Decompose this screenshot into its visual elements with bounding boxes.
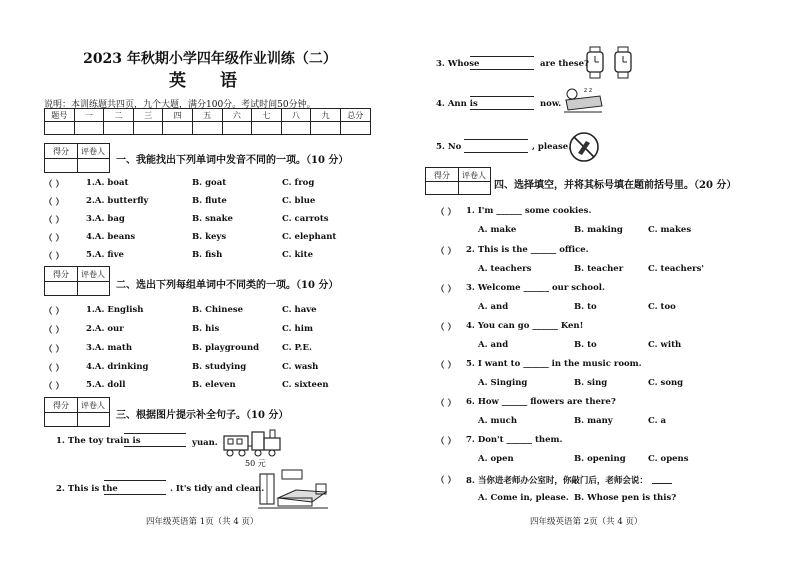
score-entry-cell[interactable] (133, 122, 163, 135)
score-entry-cell[interactable] (74, 122, 104, 135)
score-table-header-row (45, 109, 371, 122)
answer-blank[interactable] (470, 109, 534, 110)
question-text: 3. Whose (436, 59, 480, 69)
option-b: B. his (192, 324, 220, 334)
section1-heading: 一、我能找出下列单词中发音不同的一项。（10 分） (116, 155, 349, 166)
grader-label: 评卷人 (462, 171, 486, 180)
question-text: 4. Ann is (436, 99, 478, 109)
question-text: are these? (540, 59, 590, 69)
question-text: 5. No (436, 142, 462, 152)
score-entry-cell[interactable] (252, 122, 282, 135)
answer-paren[interactable]: （ ） (436, 208, 456, 218)
answer-blank[interactable] (464, 152, 528, 153)
option-c: C. carrots (282, 214, 329, 224)
score-table-header: 七 (252, 109, 282, 122)
score-box-section3 (44, 397, 110, 427)
answer-paren[interactable]: （ ） (44, 364, 64, 374)
option-b: B. teacher (574, 264, 624, 274)
option-c: C. a (648, 416, 667, 426)
question-text: 4. You can go ______ Ken! (466, 321, 584, 331)
option-c: C. P.E. (282, 343, 312, 353)
question-text: 8. 当你进老师办公室时，你敲门后，老师会说： (466, 476, 648, 486)
option-b: B. studying (192, 362, 247, 372)
score-entry-cell[interactable] (163, 122, 193, 135)
score-table-entry-row (45, 122, 371, 135)
option-b: B. eleven (192, 380, 236, 390)
score-table-header: 题号 (45, 109, 75, 122)
question-text: 1. The toy train is (56, 436, 141, 446)
svg-text:z z: z z (584, 87, 593, 94)
score-table-header: 五 (192, 109, 222, 122)
answer-paren[interactable]: （ ） (436, 285, 456, 295)
option-b: B. keys (192, 232, 227, 242)
answer-paren[interactable]: （ ） (44, 198, 64, 208)
question-text: yuan. (192, 438, 218, 448)
score-label: 得分 (53, 270, 69, 279)
option-b: B. fish (192, 250, 223, 260)
score-table-header: 三 (133, 109, 163, 122)
option-b: B. Chinese (192, 305, 244, 315)
answer-paren[interactable]: （ ） (436, 399, 456, 409)
score-table-header: 总分 (340, 109, 370, 122)
option-c: C. too (648, 302, 676, 312)
option-a: 2.A. butterfly (86, 196, 149, 206)
question-text: . It's tidy and clean. (170, 484, 265, 494)
instructions-note: 说明：本训练题共四页，九个大题，满分100分。考试时间50分钟。 (44, 100, 316, 110)
score-table-header: 四 (163, 109, 193, 122)
answer-blank[interactable] (124, 446, 186, 447)
option-a: 4.A. beans (86, 232, 136, 242)
watches-icon (584, 46, 636, 80)
option-c: C. kite (282, 250, 313, 260)
subject-title: 英 语 (169, 71, 251, 91)
option-a: A. make (478, 225, 517, 235)
answer-paren[interactable]: （ ） (44, 345, 64, 355)
score-box-section4 (425, 167, 491, 195)
no-eating-sign-icon (568, 131, 600, 163)
option-b: B. opening (574, 454, 626, 464)
grader-label: 评卷人 (81, 401, 105, 410)
score-entry-cell[interactable] (281, 122, 311, 135)
score-table-header: 九 (311, 109, 341, 122)
answer-blank[interactable] (652, 483, 672, 484)
option-a: 4.A. drinking (86, 362, 149, 372)
bedroom-icon (256, 468, 330, 512)
question-text: 7. Don't ______ them. (466, 435, 563, 445)
option-b: B. sing (574, 378, 608, 388)
score-table-header: 一 (74, 109, 104, 122)
answer-paren[interactable]: （ ） (44, 326, 64, 336)
answer-blank[interactable] (464, 139, 528, 140)
option-b: B. flute (192, 196, 227, 206)
option-c: C. frog (282, 178, 315, 188)
page-footer: 四年级英语第 1页（共 4 页） (146, 517, 259, 527)
option-b: B. goat (192, 178, 227, 188)
option-c: C. makes (648, 225, 692, 235)
score-table (44, 108, 371, 135)
answer-paren[interactable]: （ ） (436, 476, 456, 486)
answer-blank[interactable] (104, 494, 166, 495)
option-a: A. open (478, 454, 514, 464)
answer-paren[interactable]: （ ） (44, 234, 64, 244)
question-text: 6. How ______ flowers are there? (466, 397, 616, 407)
option-c: C. have (282, 305, 317, 315)
option-b: B. to (574, 302, 597, 312)
option-a: 2.A. our (86, 324, 124, 334)
answer-paren[interactable]: （ ） (44, 252, 64, 262)
score-table-header: 六 (222, 109, 252, 122)
score-entry-cell[interactable] (311, 122, 341, 135)
question-text: , please. (532, 142, 572, 152)
toy-train-icon (222, 426, 284, 458)
sleeping-girl-icon (562, 84, 604, 114)
score-entry-cell[interactable] (222, 122, 252, 135)
option-b: B. snake (192, 214, 233, 224)
answer-blank[interactable] (470, 69, 534, 70)
option-b: B. to (574, 340, 597, 350)
option-a: 3.A. bag (86, 214, 125, 224)
option-a: A. Come in, please. (478, 493, 569, 503)
answer-paren[interactable]: （ ） (436, 247, 456, 257)
option-c: C. him (282, 324, 313, 334)
option-a: 5.A. five (86, 250, 124, 260)
score-entry-cell[interactable] (340, 122, 370, 135)
price-label: 50 元 (245, 459, 266, 468)
option-a: A. and (478, 302, 509, 312)
question-text: 3. Welcome ______ our school. (466, 283, 605, 293)
question-text: 5. I want to ______ in the music room. (466, 359, 642, 369)
option-c: C. opens (648, 454, 689, 464)
answer-paren[interactable]: （ ） (44, 307, 64, 317)
score-entry-cell[interactable] (104, 122, 134, 135)
score-label: 得分 (53, 147, 69, 156)
score-box-section1 (44, 143, 110, 173)
option-a: 3.A. math (86, 343, 132, 353)
option-b: B. making (574, 225, 623, 235)
question-text: 1. I'm ______ some cookies. (466, 206, 592, 216)
answer-paren[interactable]: （ ） (44, 216, 64, 226)
section2-heading: 二、选出下列每组单词中不同类的一项。（10 分） (116, 280, 339, 291)
option-c: C. sixteen (282, 380, 329, 390)
question-text: now. (540, 99, 562, 109)
page-footer: 四年级英语第 2页（共 4 页） (530, 517, 643, 527)
score-label: 得分 (53, 401, 69, 410)
option-c: C. with (648, 340, 682, 350)
score-entry-cell[interactable] (45, 122, 75, 135)
grader-label: 评卷人 (81, 147, 105, 156)
option-b: B. Whose pen is this? (574, 493, 677, 503)
option-a: A. Singing (478, 378, 528, 388)
option-c: C. song (648, 378, 684, 388)
option-c: C. blue (282, 196, 316, 206)
question-text: 2. This is the (56, 484, 118, 494)
score-table-header: 八 (281, 109, 311, 122)
option-a: A. teachers (478, 264, 532, 274)
answer-blank[interactable] (470, 96, 534, 97)
section4-heading: 四、选择填空，并将其标号填在题前括号里。（20 分） (494, 180, 737, 191)
answer-paren[interactable]: （ ） (436, 323, 456, 333)
answer-blank[interactable] (470, 56, 534, 57)
answer-blank[interactable] (124, 433, 186, 434)
option-a: A. and (478, 340, 509, 350)
section3-heading: 三、根据图片提示补全句子。（10 分） (116, 410, 289, 421)
option-a: 5.A. doll (86, 380, 126, 390)
option-c: C. elephant (282, 232, 337, 242)
score-box-section2 (44, 266, 110, 296)
answer-paren[interactable]: （ ） (44, 382, 64, 392)
score-entry-cell[interactable] (192, 122, 222, 135)
answer-blank[interactable] (104, 480, 166, 481)
option-b: B. many (574, 416, 613, 426)
option-c: C. wash (282, 362, 319, 372)
answer-paren[interactable]: （ ） (436, 361, 456, 371)
grader-label: 评卷人 (81, 270, 105, 279)
score-table-header: 二 (104, 109, 134, 122)
score-label: 得分 (434, 171, 450, 180)
option-c: C. teachers' (648, 264, 705, 274)
option-b: B. playground (192, 343, 260, 353)
answer-paren[interactable]: （ ） (44, 180, 64, 190)
page-title: 2023 年秋期小学四年级作业训练（二） (83, 51, 337, 67)
answer-paren[interactable]: （ ） (436, 437, 456, 447)
question-text: 2. This is the ______ office. (466, 245, 589, 255)
option-a: A. much (478, 416, 518, 426)
option-a: 1.A. English (86, 305, 144, 315)
option-a: 1.A. boat (86, 178, 129, 188)
